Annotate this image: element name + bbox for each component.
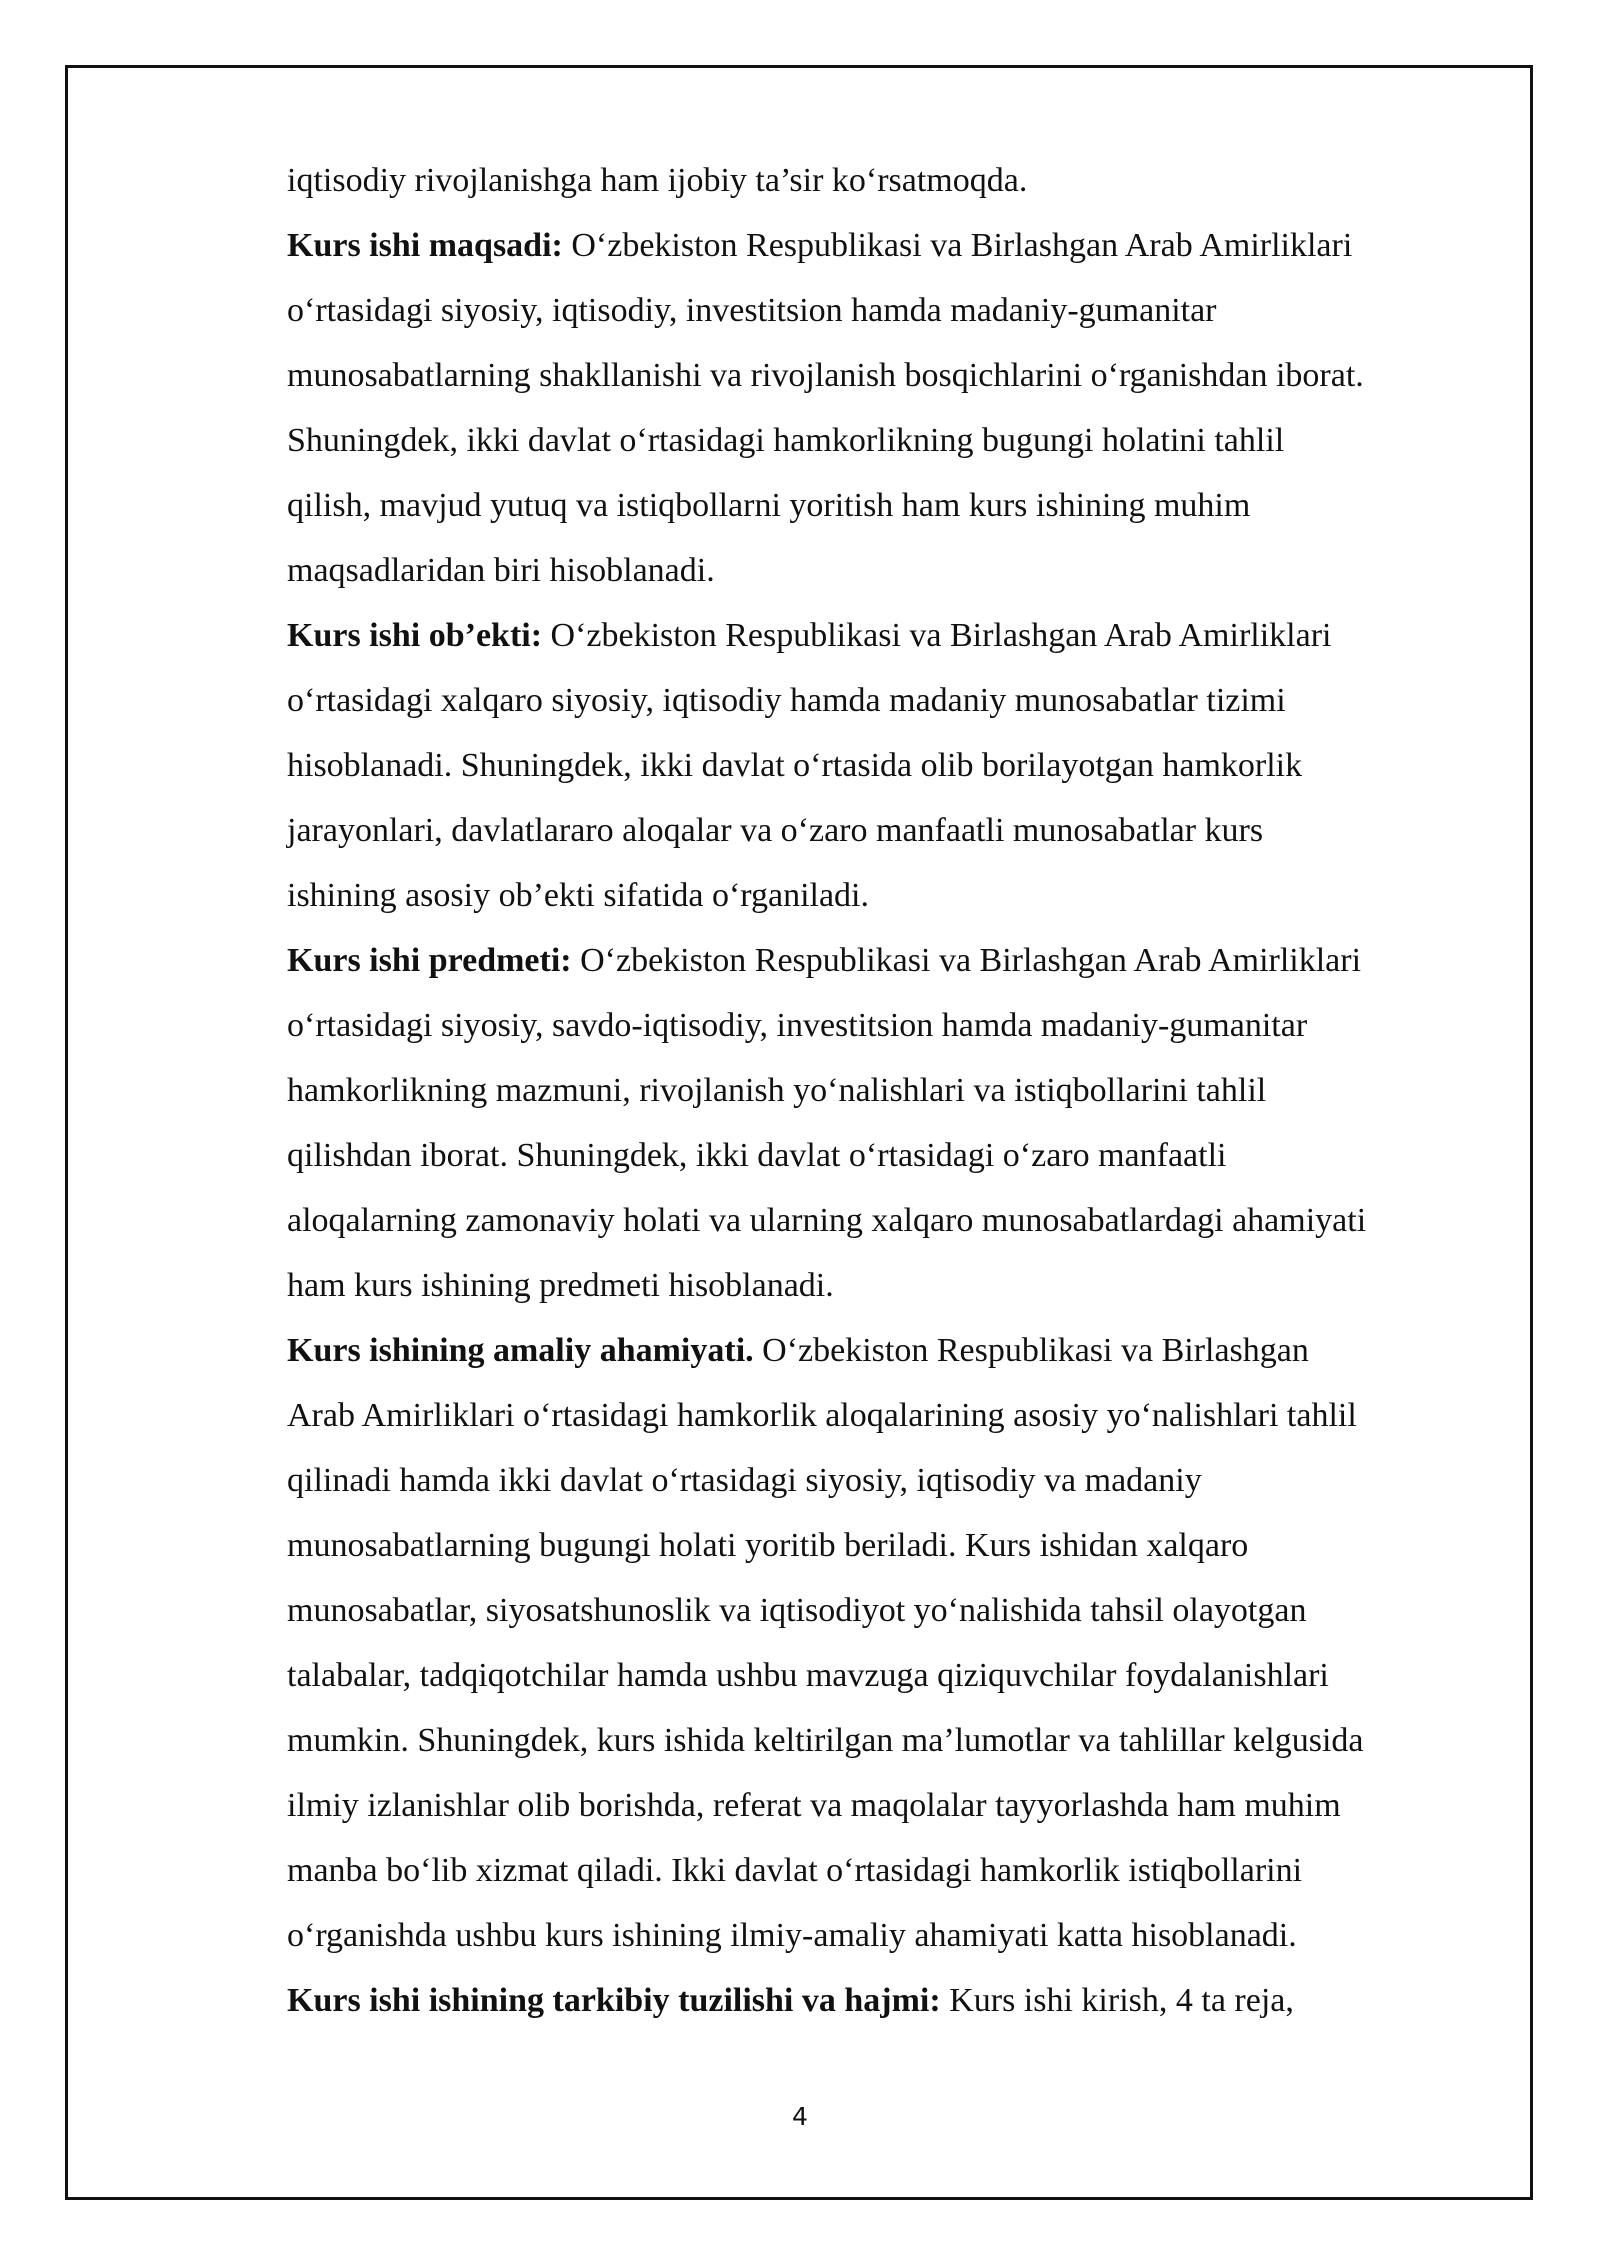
text-line (287, 213, 1522, 278)
line-text: iqtisodiy rivojlanishga ham ijobiy ta’sir ko‘rsatmoqda. (287, 162, 1028, 199)
text-line (287, 1643, 1522, 1708)
line-text: qilish, mavjud yutuq va istiqbollarni yoritish ham kurs ishining muhim (287, 487, 1251, 524)
line-text: o‘rtasidagi siyosiy, iqtisodiy, investitsion hamda madaniy-gumanitar (287, 292, 1217, 329)
text-line (287, 1578, 1522, 1643)
line-text: ham kurs ishining predmeti hisoblanadi. (287, 1267, 834, 1304)
text-line (287, 278, 1522, 343)
line-text: munosabatlarning bugungi holati yoritib beriladi. Kurs ishidan xalqaro (287, 1527, 1249, 1564)
text-line (287, 928, 1522, 993)
line-text: maqsadlaridan biri hisoblanadi. (287, 552, 715, 589)
text-line (287, 1058, 1522, 1123)
line-text: qilishdan iborat. Shuningdek, ikki davlat o‘rtasidagi o‘zaro manfaatli (287, 1137, 1227, 1174)
text-line (287, 1318, 1522, 1383)
text-line (287, 1383, 1522, 1448)
text-line (287, 538, 1522, 603)
line-text: O‘zbekiston Respublikasi va Birlashgan Arab Amirliklari (562, 227, 1353, 264)
section-heading: Kurs ishi ishining tarkibiy tuzilishi va hajmi: (287, 1982, 941, 2019)
line-text: Arab Amirliklari o‘rtasidagi hamkorlik aloqalarining asosiy yo‘nalishlari tahlil (287, 1397, 1357, 1434)
text-line (287, 1448, 1522, 1513)
line-text: O‘zbekiston Respublikasi va Birlashgan Arab Amirliklari (542, 617, 1332, 654)
line-text: hisoblanadi. Shuningdek, ikki davlat o‘rtasida olib borilayotgan hamkorlik (287, 747, 1303, 784)
line-text: O‘zbekiston Respublikasi va Birlashgan (753, 1332, 1309, 1369)
text-line (287, 408, 1522, 473)
line-text: o‘rganishda ushbu kurs ishining ilmiy-amaliy ahamiyati katta hisoblanadi. (287, 1917, 1297, 1954)
text-line (287, 798, 1522, 863)
text-line (287, 1253, 1522, 1318)
line-text: hamkorlikning mazmuni, rivojlanish yo‘nalishlari va istiqbollarini tahlil (287, 1072, 1267, 1109)
section-heading: Kurs ishi ob’ekti: (287, 617, 543, 654)
text-line (287, 1773, 1522, 1838)
text-line (287, 343, 1522, 408)
line-text: Kurs ishi kirish, 4 ta reja, (940, 1982, 1294, 2019)
text-line (287, 1188, 1522, 1253)
line-text: ilmiy izlanishlar olib borishda, referat va maqolalar tayyorlashda ham muhim (287, 1787, 1341, 1824)
line-text: manba bo‘lib xizmat qiladi. Ikki davlat o‘rtasidagi hamkorlik istiqbollarini (287, 1852, 1303, 1889)
text-line (287, 1903, 1522, 1968)
line-text: o‘rtasidagi siyosiy, savdo-iqtisodiy, investitsion hamda madaniy-gumanitar (287, 1007, 1308, 1044)
section-heading: Kurs ishi predmeti: (287, 942, 572, 979)
text-line (287, 473, 1522, 538)
line-text: talabalar, tadqiqotchilar hamda ushbu mavzuga qiziquvchilar foydalanishlari (287, 1657, 1329, 1694)
line-text: Shuningdek, ikki davlat o‘rtasidagi hamkorlikning bugungi holatini tahlil (287, 422, 1285, 459)
line-text: jarayonlari, davlatlararo aloqalar va o‘zaro manfaatli munosabatlar kurs (287, 812, 1264, 849)
text-line (287, 863, 1522, 928)
text-line (287, 1708, 1522, 1773)
line-text: o‘rtasidagi xalqaro siyosiy, iqtisodiy hamda madaniy munosabatlar tizimi (287, 682, 1286, 719)
text-line (287, 668, 1522, 733)
text-line (287, 733, 1522, 798)
section-heading: Kurs ishining amaliy ahamiyati. (287, 1332, 754, 1369)
text-line (287, 1123, 1522, 1188)
text-line (287, 148, 1522, 213)
line-text: mumkin. Shuningdek, kurs ishida keltirilgan ma’lumotlar va tahlillar kelgusida (287, 1722, 1364, 1759)
document-body (287, 148, 1522, 2033)
text-line (287, 1838, 1522, 1903)
text-line (287, 993, 1522, 1058)
text-line (287, 1513, 1522, 1578)
text-line (287, 1968, 1522, 2033)
line-text: ishining asosiy ob’ekti sifatida o‘rganiladi. (287, 877, 870, 914)
line-text: O‘zbekiston Respublikasi va Birlashgan Arab Amirliklari (571, 942, 1362, 979)
page-number: 4 (792, 2102, 808, 2131)
line-text: munosabatlar, siyosatshunoslik va iqtisodiyot yo‘nalishida tahsil olayotgan (287, 1592, 1307, 1629)
section-heading: Kurs ishi maqsadi: (287, 227, 563, 264)
line-text: qilinadi hamda ikki davlat o‘rtasidagi siyosiy, iqtisodiy va madaniy (287, 1462, 1202, 1499)
line-text: aloqalarning zamonaviy holati va ularning xalqaro munosabatlardagi ahamiyati (287, 1202, 1367, 1239)
line-text: munosabatlarning shakllanishi va rivojlanish bosqichlarini o‘rganishdan iborat. (287, 357, 1364, 394)
text-line (287, 603, 1522, 668)
